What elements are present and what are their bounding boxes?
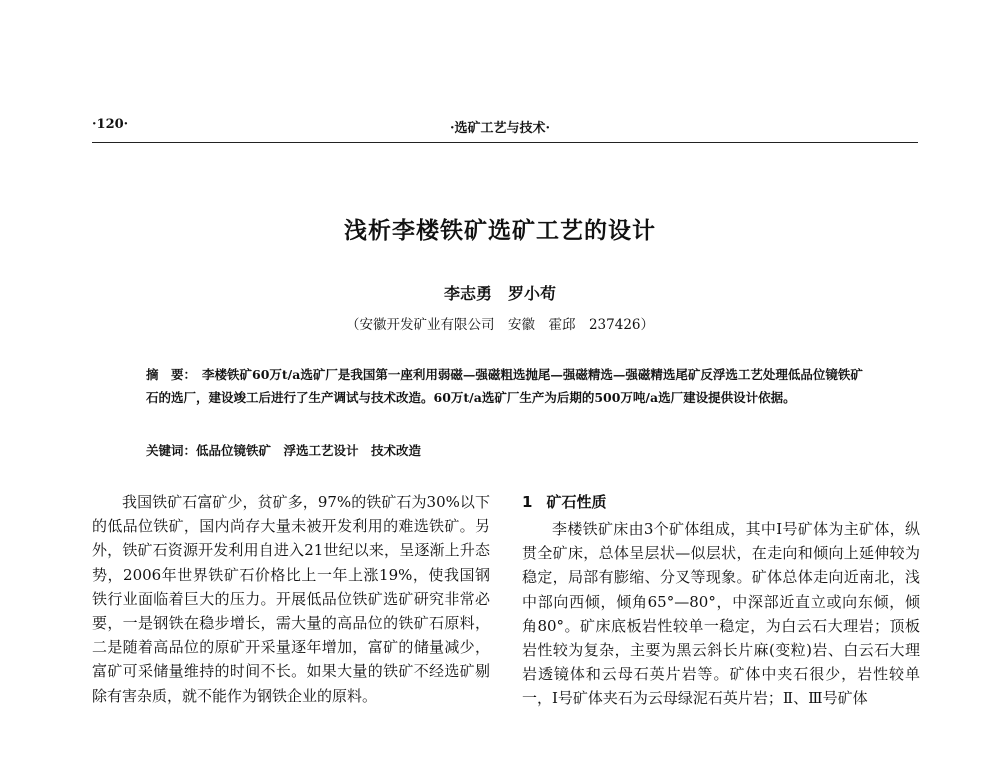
keywords-label: 关键词： <box>146 443 197 458</box>
running-head: ·选矿工艺与技术· <box>449 121 551 136</box>
authors: 李志勇 罗小苟 <box>443 284 556 303</box>
left-column <box>92 490 490 708</box>
section-number: 1 <box>522 493 533 511</box>
keywords-text: 低品位镜铁矿 浮选工艺设计 技术改造 <box>196 443 422 458</box>
intro-paragraph: 我国铁矿石富矿少，贫矿多，97%的铁矿石为30%以下的低品位铁矿，国内尚存大量未被开发利用的难选铁矿。另外，铁矿石资源开发利用自进入21世纪以来，呈逐渐上升态势，2006年世界铁矿石价格比上一年上涨19%，使我国钢铁行业面临着巨大的压力。开展低品位铁矿选矿研究非常必要，一是钢铁在稳步增长，需大量的高品位的铁矿石原料，二是随着高品位的原矿开采量逐年增加，富矿的储量减少，富矿可采储量维持的时间不长。如果大量的铁矿不经选矿剔除有害杂质，就不能作为钢铁企业的原料。 <box>92 493 490 705</box>
header-rule <box>92 142 918 143</box>
abstract-text: 李楼铁矿60万t/a选矿厂是我国第一座利用弱磁—强磁粗选抛尾—强磁精选—强磁精选尾矿反浮选工艺处理低品位镜铁矿石的选厂，建设竣工后进行了生产调试与技术改造。60万t/a选矿厂生产为后期的500万吨/a选厂建设提供设计依据。 <box>146 367 863 405</box>
article-title: 浅析李楼铁矿选矿工艺的设计 <box>344 218 656 244</box>
section-title: 矿石性质 <box>546 493 607 511</box>
affiliation: （安徽开发矿业有限公司 安徽 霍邱 237426） <box>345 317 655 333</box>
abstract <box>146 363 870 409</box>
right-column <box>522 490 920 711</box>
section-paragraph: 李楼铁矿床由3个矿体组成，其中Ⅰ号矿体为主矿体，纵贯全矿床，总体呈层状—似层状，在走向和倾向上延伸较为稳定，局部有膨缩、分叉等现象。矿体总体走向近南北，浅中部向西倾，倾角65°—80°，中深部近直立或向东倾，倾角80°。矿床底板岩性较单一稳定，为白云石大理岩；顶板岩性较为复杂，主要为黑云斜长片麻(变粒)岩、白云石大理岩透镜体和云母石英片岩等。矿体中夹石很少，岩性较单一，Ⅰ号矿体夹石为云母绿泥石英片岩；Ⅱ、Ⅲ号矿体 <box>522 520 920 708</box>
keywords <box>146 441 870 459</box>
section-heading <box>522 490 920 514</box>
page-number: ·120· <box>92 117 129 132</box>
abstract-label: 摘 要： <box>146 367 197 382</box>
